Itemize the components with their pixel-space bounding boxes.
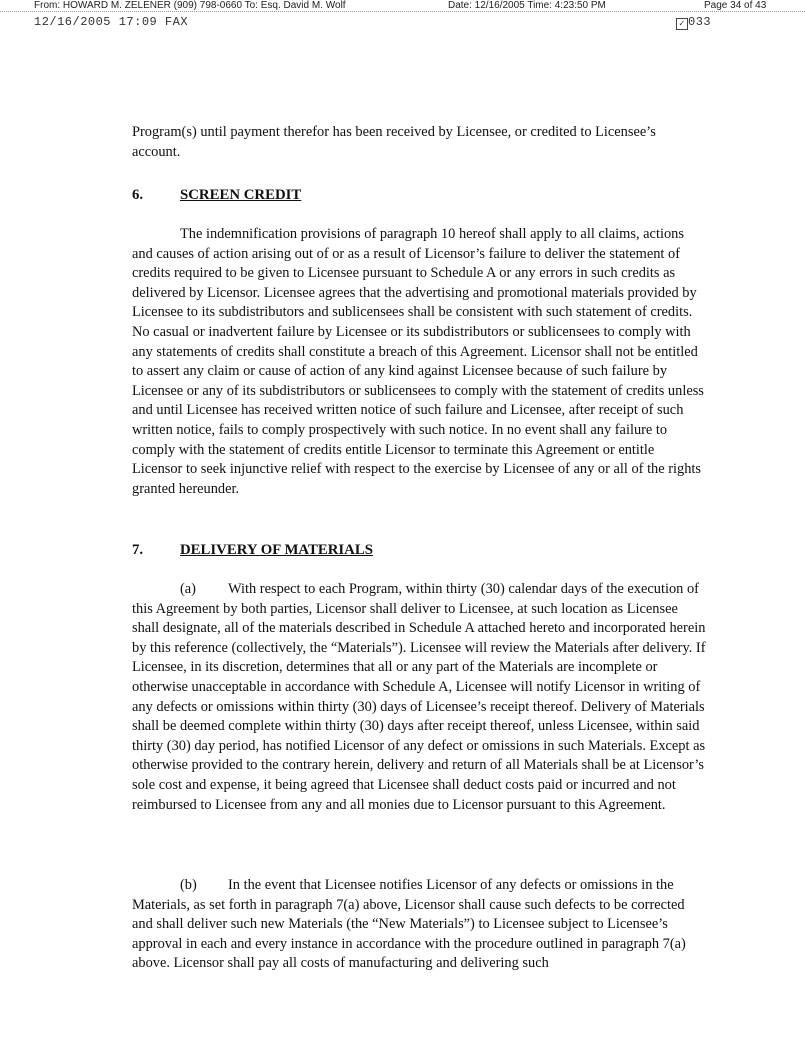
- section-7a-text: With respect to each Program, within thirty (30) calendar days of the execution of this Agreement by both parties, Licensor shall deliver to Licensee, at such location as Licensee shall designate, all of the materials described in Schedule A attached hereto and incorporated herein by this reference (collectively, the “Materials”). Licensee will review the Materials after delivery. If Licensee, in its discretion, determines that all or any part of the Materials are incomplete or otherwise unacceptable in accordance with Schedule A, Licensee will notify Licensor in writing of any defects or omissions within thirty (30) days of Licensee’s receipt thereof. Delivery of Materials shall be deemed complete within thirty (30) days after receipt thereof, unless Licensee, within said thirty (30) day period, has notified Licensor of any defect or omissions in such Materials. Except as otherwise provided to the contrary herein, delivery and return of all Materials shall be at Licensor’s sole cost and expense, it being agreed that Licensee shall deduct costs paid or incurred and not reimbursed to Licensee from any and all monies due to Licensor pursuant to this Agreement.: [132, 581, 706, 813]
- paragraph-label: (a): [180, 581, 196, 597]
- fax-from-line: From: HOWARD M. ZELENER (909) 798-0660 To: Esq. David M. Wolf: [34, 0, 346, 11]
- fax-checkbox-icon: ✓: [676, 18, 688, 30]
- paragraph-label: (b): [180, 877, 197, 893]
- fax-page-count: Page 34 of 43: [704, 0, 767, 11]
- intro-paragraph-tail: [132, 123, 707, 162]
- section-6-text: The indemnification provisions of paragraph 10 hereof shall apply to all claims, actions and causes of action arising out of or as a result of Licensor’s failure to deliver the statement of credits required to be given to Licensee pursuant to Schedule A or any errors in such credits as delivered by Licensor. Licensee agrees that the advertising and promotional materials provided by Licensee to its subdistributors and sublicensees shall be consistent with such statement of credits. No casual or inadvertent failure by Licensee or its subdistributors or sublicensees to comply with any statements of credits shall constitute a breach of this Agreement. Licensor shall not be entitled to assert any claim or cause of action of any kind against Licensee because of such failure by Licensee or any of its subdistributors or sublicensees to comply with the statement of credits unless and until Licensee has received written notice of such failure and Licensee, after receipt of such written notice, fails to comply prospectively with such notice. In no event shall any failure to comply with the statement of credits entitle Licensor to terminate this Agreement or entitle Licensor to seek injunctive relief with respect to the exercise by Licensee of any or all of the rights granted hereunder.: [132, 226, 704, 497]
- section-title: DELIVERY OF MATERIALS: [180, 542, 373, 558]
- fax-page-code: [676, 15, 711, 30]
- section-6-heading: [132, 187, 301, 204]
- page-code-text: 033: [688, 15, 712, 29]
- fax-date-time: Date: 12/16/2005 Time: 4:23:50 PM: [448, 0, 606, 11]
- fax-transmission-header: [0, 0, 805, 10]
- section-number: 7.: [132, 542, 144, 558]
- section-7a: [132, 580, 707, 815]
- section-number: 6.: [132, 187, 144, 203]
- section-7-heading: [132, 542, 373, 559]
- header-divider: [0, 11, 805, 12]
- section-7b-text: In the event that Licensee notifies Licensor of any defects or omissions in the Materials, as set forth in paragraph 7(a) above, Licensor shall cause such defects to be corrected and shall deliver such new Materials (the “New Materials”) to Licensee subject to Licensee’s approval in each and every instance in accordance with the procedure outlined in paragraph 7(a) above. Licensor shall pay all costs of manufacturing and delivering such: [132, 877, 686, 972]
- section-7b: [132, 876, 707, 974]
- intro-text: Program(s) until payment therefor has been received by Licensee, or credited to Licensee’s account.: [132, 124, 656, 160]
- fax-sent-stamp: 12/16/2005 17:09 FAX: [34, 15, 189, 29]
- section-title: SCREEN CREDIT: [180, 187, 302, 203]
- section-6-body: [132, 225, 707, 499]
